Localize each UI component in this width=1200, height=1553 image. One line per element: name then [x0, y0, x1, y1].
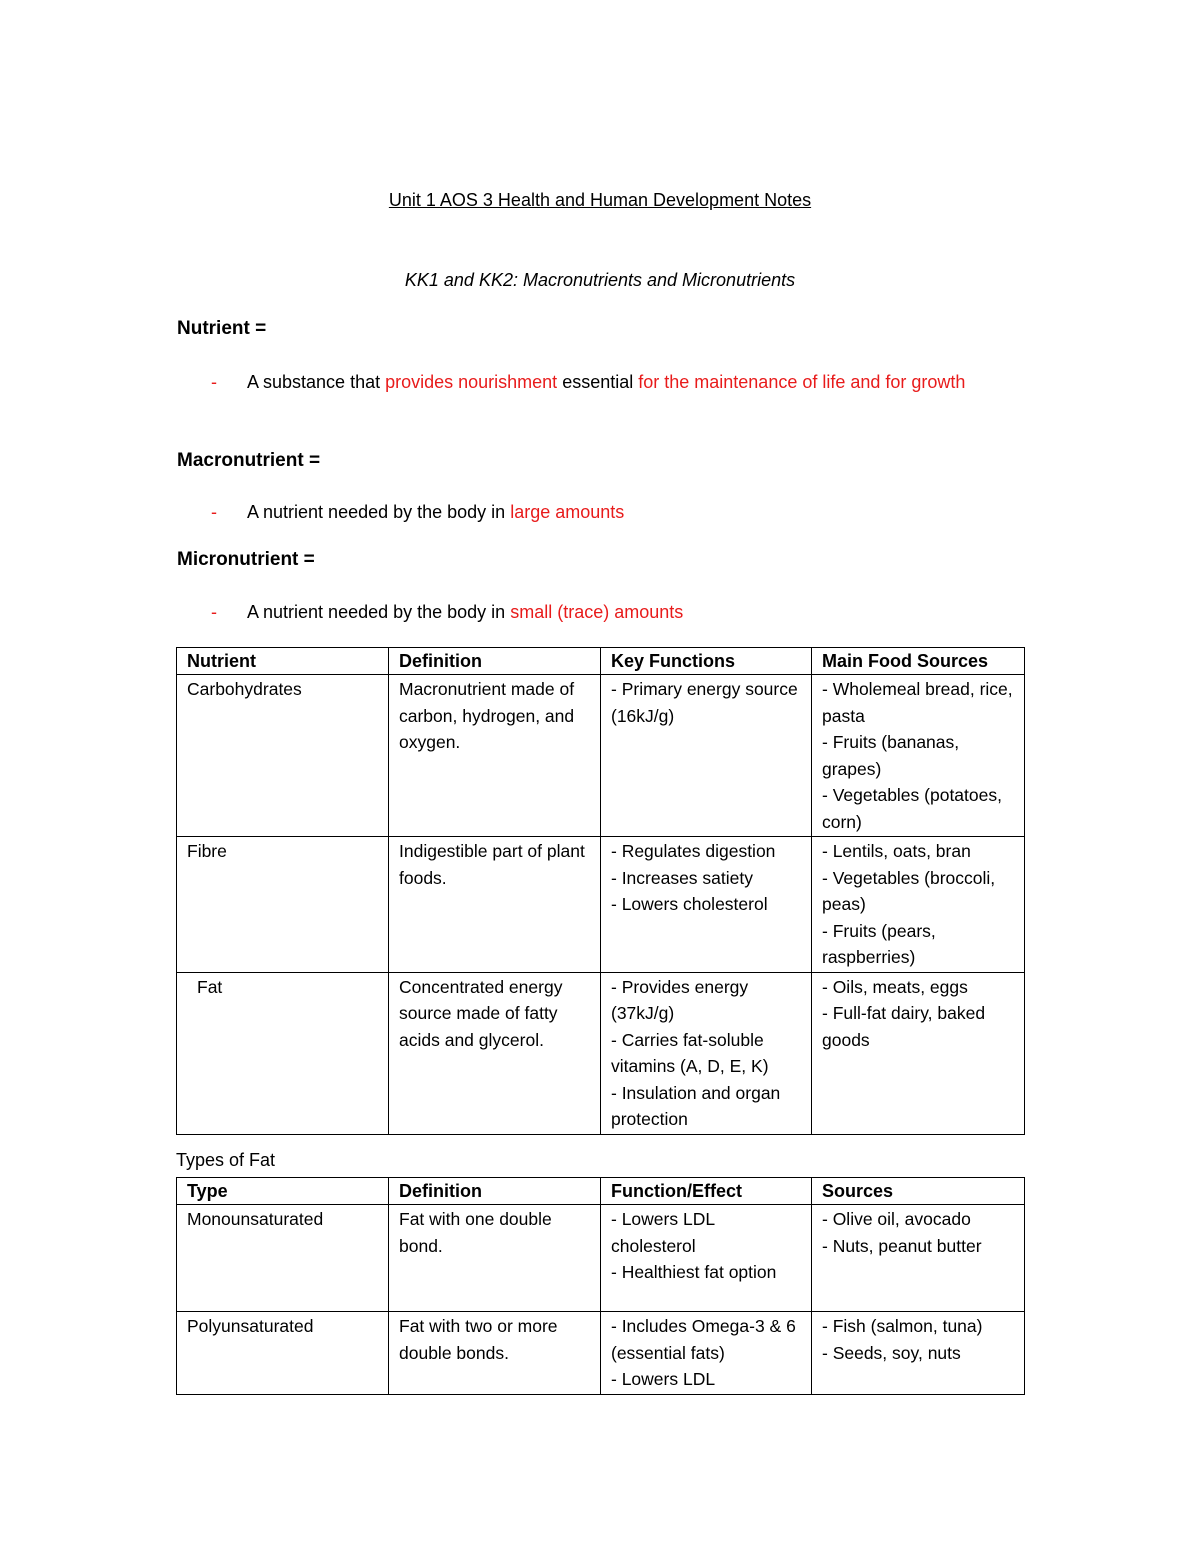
definition-text	[247, 597, 1007, 627]
source-line: - Wholemeal bread, rice, pasta	[822, 679, 1013, 726]
cell-definition: Macronutrient made of carbon, hydrogen, and oxygen.	[389, 675, 601, 837]
term-nutrient: Nutrient =	[177, 318, 267, 339]
fat-types-table	[176, 1177, 1025, 1395]
definition-macronutrient	[177, 497, 1007, 527]
document-subtitle: KK1 and KK2: Macronutrients and Micronutrients	[404, 270, 796, 290]
table-row	[177, 1312, 1025, 1395]
cell-type: Monounsaturated	[177, 1205, 389, 1312]
function-line: - Primary energy source (16kJ/g)	[611, 679, 798, 726]
header-key-functions: Key Functions	[601, 648, 812, 675]
table-row	[177, 1205, 1025, 1312]
source-line: - Vegetables (potatoes, corn)	[822, 785, 1002, 832]
table-row	[177, 837, 1025, 973]
function-line: - Insulation and organ protection	[611, 1082, 781, 1129]
cell-nutrient: Fat	[177, 972, 389, 1134]
definition-nutrient	[177, 367, 1007, 397]
cell-definition: Fat with two or more double bonds.	[389, 1312, 601, 1395]
text-part: A nutrient needed by the body in	[247, 602, 511, 622]
cell-functions	[601, 837, 812, 973]
fat-types-caption: Types of Fat	[176, 1150, 276, 1170]
source-line: - Nuts, peanut butter	[822, 1235, 982, 1256]
effect-line: - Healthiest fat option	[611, 1262, 777, 1282]
cell-definition: Indigestible part of plant foods.	[389, 837, 601, 973]
definition-micronutrient	[177, 597, 1007, 627]
function-line: - Increases satiety	[611, 867, 753, 888]
source-line: - Full-fat dairy, baked goods	[822, 1003, 986, 1050]
table-header-row	[177, 1178, 1025, 1205]
source-line: - Fish (salmon, tuna)	[822, 1316, 983, 1336]
cell-functions	[601, 972, 812, 1134]
definition-text	[247, 497, 1007, 527]
source-line: - Vegetables (broccoli, peas)	[822, 867, 996, 914]
text-part: A nutrient needed by the body in	[247, 502, 511, 522]
cell-sources	[812, 675, 1025, 837]
bullet-dash: -	[211, 602, 217, 622]
header-definition: Definition	[389, 1178, 601, 1205]
highlight-text: provides nourishment	[385, 372, 558, 392]
cell-sources	[812, 1205, 1025, 1312]
function-line: - Regulates digestion	[611, 841, 776, 861]
source-line: - Oils, meats, eggs	[822, 976, 968, 997]
cell-nutrient: Carbohydrates	[177, 675, 389, 837]
source-line: - Fruits (bananas, grapes)	[822, 732, 960, 779]
source-line: - Fruits (pears, raspberries)	[822, 920, 936, 967]
effect-line: - Lowers LDL cholesterol	[611, 1209, 715, 1256]
highlight-text: for the maintenance of life and for growth	[638, 372, 966, 392]
cell-functions	[601, 675, 812, 837]
term-micronutrient: Micronutrient =	[177, 549, 315, 570]
cell-effects	[601, 1312, 812, 1395]
bullet-dash: -	[211, 372, 217, 392]
cell-type: Polyunsaturated	[177, 1312, 389, 1395]
source-line: - Lentils, oats, bran	[822, 841, 971, 861]
function-line: - Provides energy (37kJ/g)	[611, 976, 749, 1023]
function-line: - Lowers cholesterol	[611, 894, 768, 914]
definition-text	[247, 367, 1007, 397]
source-line: - Olive oil, avocado	[822, 1209, 971, 1229]
cell-sources	[812, 1312, 1025, 1395]
table-row	[177, 675, 1025, 837]
header-function-effect: Function/Effect	[601, 1178, 812, 1205]
term-macronutrient: Macronutrient =	[177, 450, 321, 471]
header-type: Type	[177, 1178, 389, 1205]
cell-definition: Concentrated energy source made of fatty acids and glycerol.	[389, 972, 601, 1134]
text-part: A substance that	[247, 372, 386, 392]
effect-line: - Lowers LDL	[611, 1369, 716, 1389]
nutrients-table	[176, 647, 1025, 1135]
cell-sources	[812, 837, 1025, 973]
cell-effects	[601, 1205, 812, 1312]
bullet-dash: -	[211, 502, 217, 522]
cell-sources	[812, 972, 1025, 1134]
header-main-food-sources: Main Food Sources	[812, 648, 1025, 675]
highlight-text: large amounts	[510, 502, 625, 522]
cell-definition: Fat with one double bond.	[389, 1205, 601, 1312]
cell-nutrient: Fibre	[177, 837, 389, 973]
document-title: Unit 1 AOS 3 Health and Human Development Notes	[388, 190, 812, 210]
effect-line: - Includes Omega-3 & 6 (essential fats)	[611, 1316, 796, 1363]
header-nutrient: Nutrient	[177, 648, 389, 675]
text-part: essential	[557, 372, 639, 392]
table-header-row	[177, 648, 1025, 675]
source-line: - Seeds, soy, nuts	[822, 1342, 961, 1363]
header-sources: Sources	[812, 1178, 1025, 1205]
table-row	[177, 972, 1025, 1134]
header-definition: Definition	[389, 648, 601, 675]
highlight-text: small (trace) amounts	[510, 602, 684, 622]
function-line: - Carries fat-soluble vitamins (A, D, E, K)	[611, 1029, 769, 1076]
